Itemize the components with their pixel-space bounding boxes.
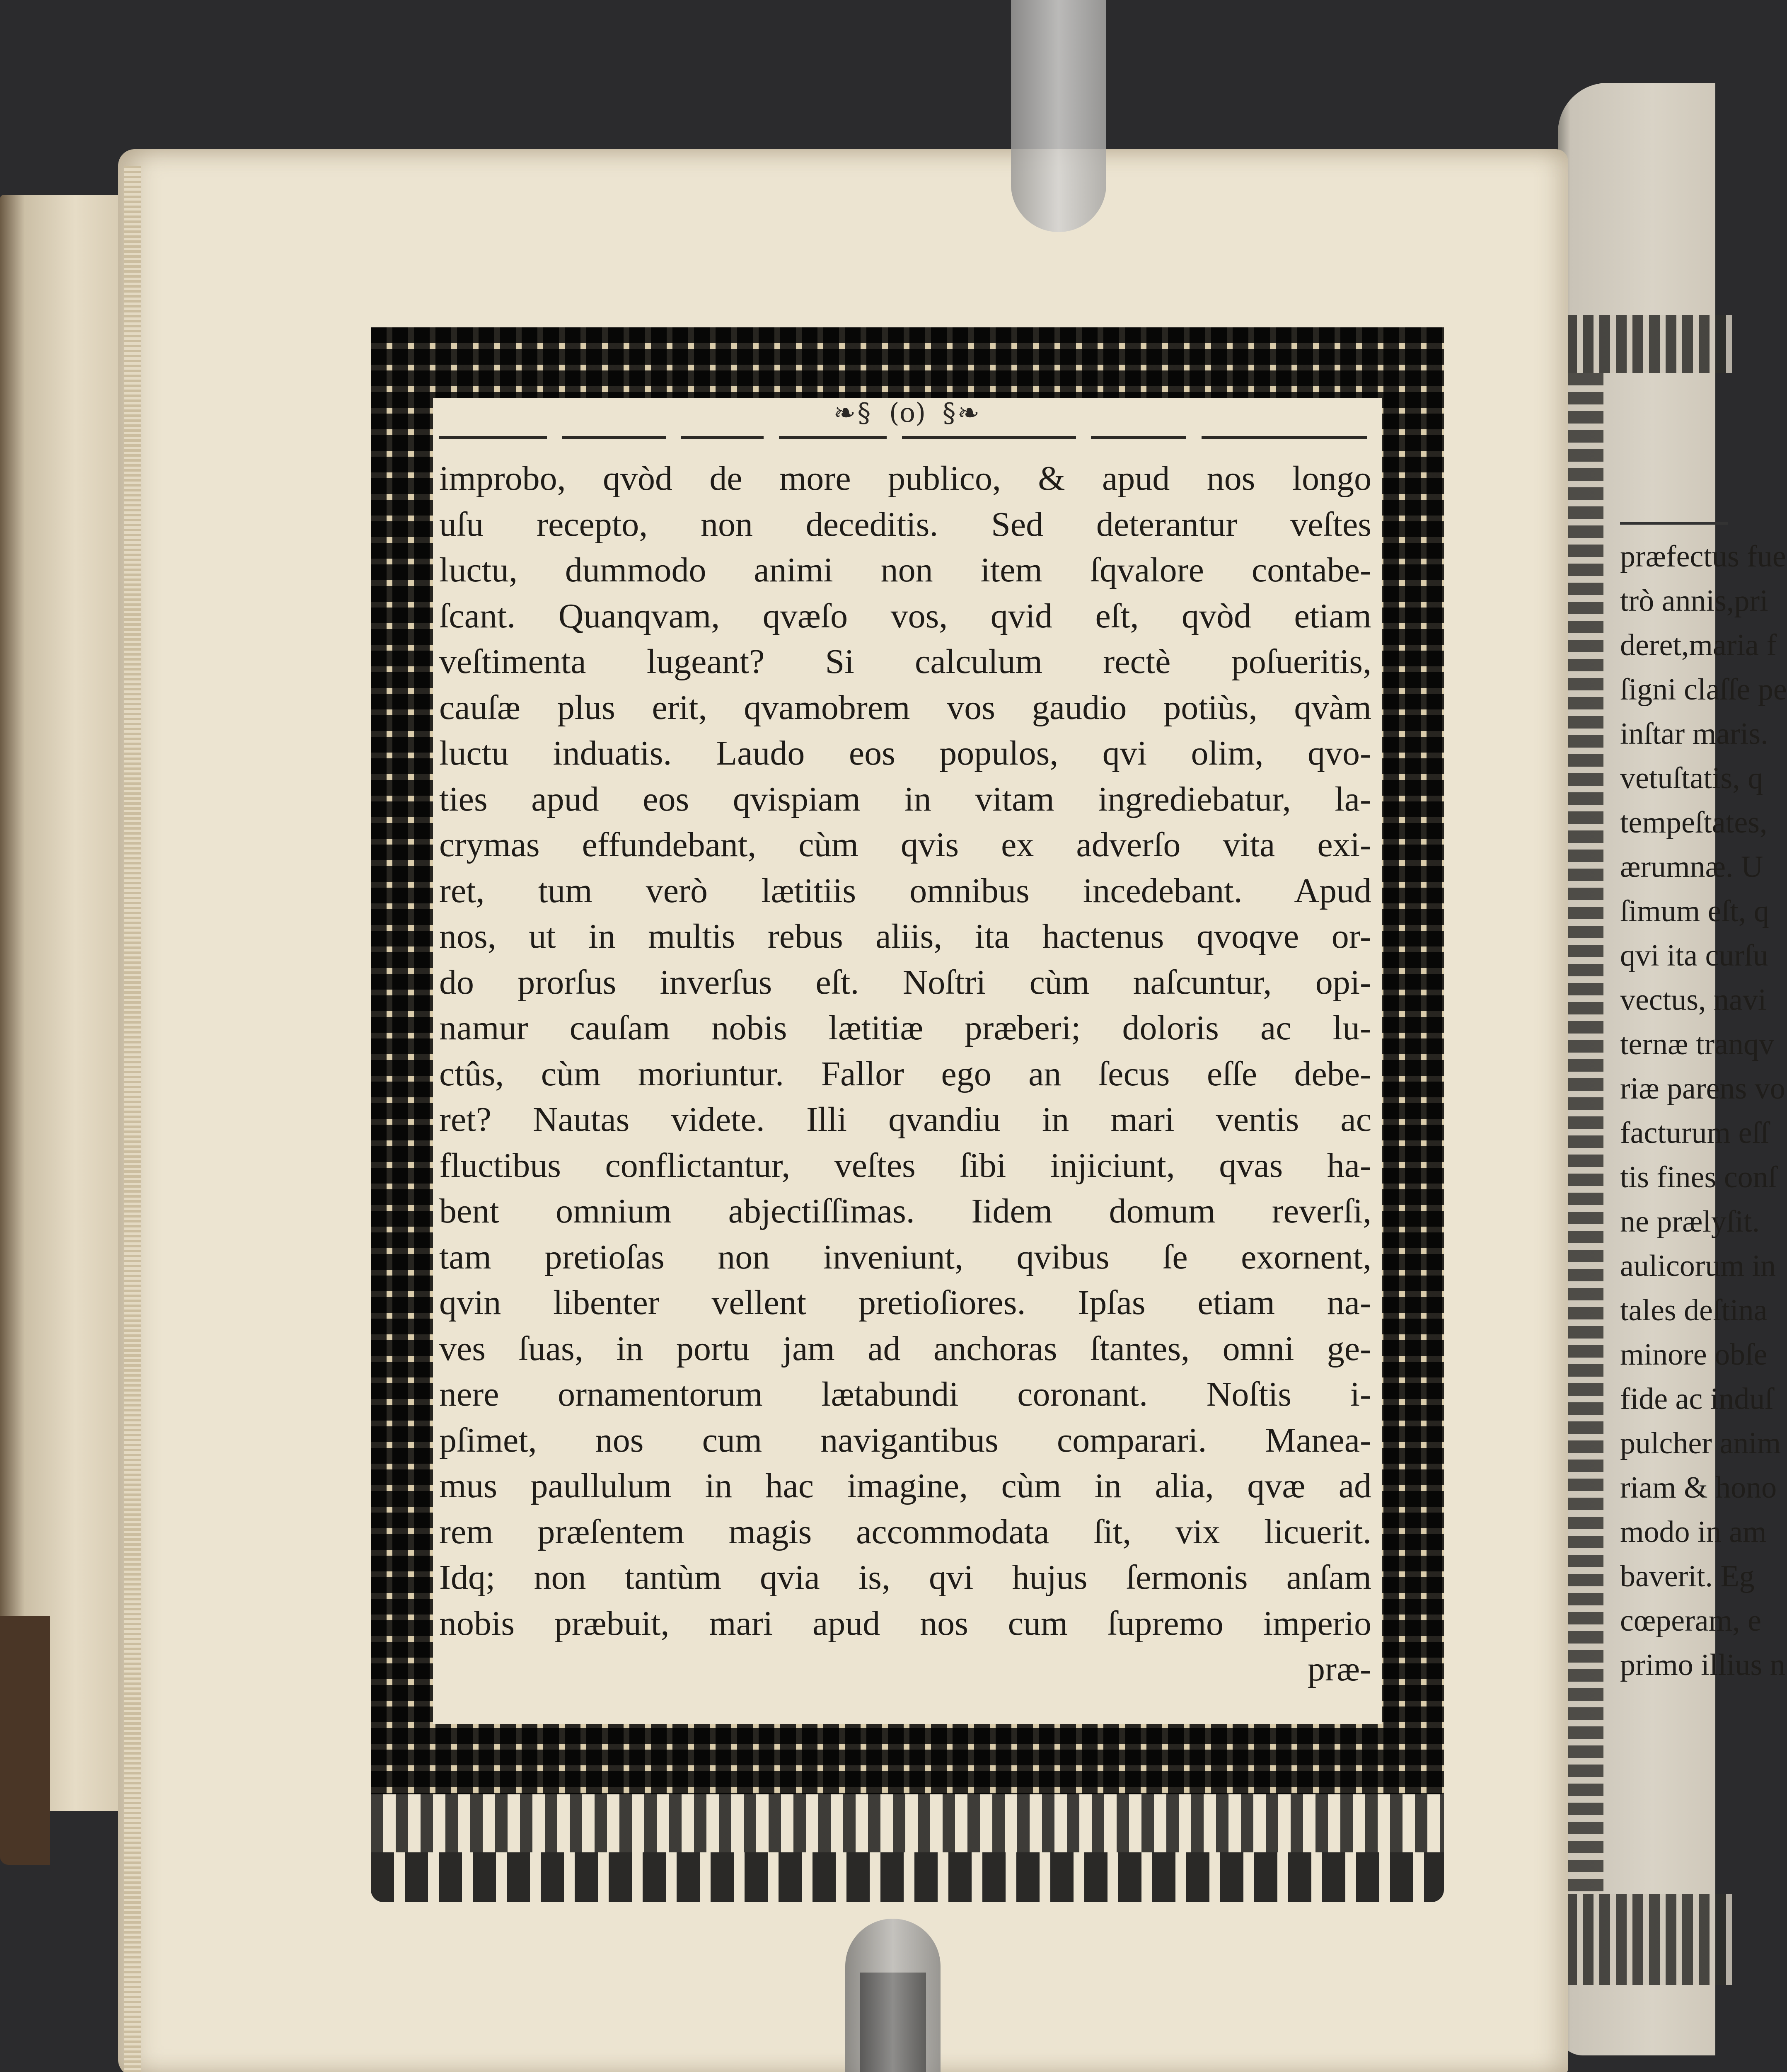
text-line: ret? Nautas videte. Illi qvandiu in mari ventis ac xyxy=(439,1100,1371,1139)
fleuron-right-icon: §❧ xyxy=(942,398,982,428)
right-page-text-line: primo illius n xyxy=(1620,1648,1785,1682)
right-page-text-line: ſimum eſt, q xyxy=(1620,894,1769,928)
right-page-text-line: qvi ita curſu xyxy=(1620,939,1768,973)
right-page-text-line: vetuſtatis, q xyxy=(1620,761,1763,795)
page-edges xyxy=(124,166,141,2072)
text-line: Idq; non tantùm qvia is, qvi hujus ſermonis anſam xyxy=(439,1558,1371,1597)
text-line: nos, ut in multis rebus aliis, ita hactenus qvoqve or- xyxy=(439,917,1371,956)
right-page-text-line: baverit. Eg xyxy=(1620,1559,1755,1593)
right-page-text-line: ſigni claſſe pe xyxy=(1620,673,1787,707)
text-line: bent omnium abjectiſſimas. Iidem domum reverſi, xyxy=(439,1192,1371,1230)
right-page-text-line: tales deſtina xyxy=(1620,1293,1768,1327)
left-page-stack xyxy=(0,195,137,1811)
page-clip-bottom-stem xyxy=(860,1973,926,2072)
right-page-text-line: tis fines conſ xyxy=(1620,1160,1777,1194)
text-line: mus paullulum in hac imagine, cùm in alia, qvæ ad xyxy=(439,1467,1371,1505)
text-line: nobis præbuit, mari apud nos cum ſupremo imperio xyxy=(439,1604,1371,1643)
book-binding xyxy=(0,1616,50,1865)
right-page-text-line: inſtar maris. xyxy=(1620,717,1768,751)
right-page-border-top xyxy=(1566,315,1732,373)
page-number: (o) xyxy=(889,398,926,428)
fleuron-left-icon: ❧§ xyxy=(833,398,873,428)
right-page-text-line: trò annis,pri xyxy=(1620,584,1768,618)
ornamental-border-bottom-scroll xyxy=(371,1794,1444,1852)
right-page-text-line: ærumnæ. U xyxy=(1620,850,1763,884)
text-line: fluctibus conflictantur, veſtes ſibi injiciunt, qvas ha- xyxy=(439,1146,1371,1185)
right-page-border-left xyxy=(1566,373,1603,1894)
right-page-text-line: aulicorum in xyxy=(1620,1249,1776,1283)
text-line: uſu recepto, non deceditis. Sed deterantur veſtes xyxy=(439,505,1371,544)
text-line: do prorſus inverſus eſt. Noſtri cùm naſcuntur, opi- xyxy=(439,963,1371,1002)
right-page-text-line: deret,maria f xyxy=(1620,628,1777,662)
right-page-text-line: modo in am xyxy=(1620,1515,1767,1549)
ornamental-border-bottom-drops xyxy=(371,1852,1444,1902)
text-line: ret, tum verò lætitiis omnibus incedebant. Apud xyxy=(439,871,1371,910)
page-header xyxy=(433,398,1382,428)
text-line: tam pretioſas non inveniunt, qvibus ſe exornent, xyxy=(439,1237,1371,1276)
page-clip-top xyxy=(1011,0,1106,232)
text-line: veſtimenta lugeant? Si calculum rectè poſueritis, xyxy=(439,642,1371,681)
right-page-header-rule xyxy=(1620,522,1728,525)
text-line: rem præſentem magis accommodata ſit, vix licuerit. xyxy=(439,1512,1371,1551)
text-line: luctu, dummodo animi non item ſqvalore contabe- xyxy=(439,551,1371,589)
right-page-text-line: riæ parens vo xyxy=(1620,1072,1785,1106)
right-page-text-line: facturum eſſ xyxy=(1620,1116,1769,1150)
right-page-text-line: ternæ tranqv xyxy=(1620,1027,1774,1061)
right-page-text-line: fide ac induſ xyxy=(1620,1382,1773,1416)
text-line: luctu induatis. Laudo eos populos, qvi olim, qvo- xyxy=(439,734,1371,772)
text-line: ctûs, cùm moriuntur. Fallor ego an ſecus eſſe debe- xyxy=(439,1054,1371,1093)
text-line: ties apud eos qvispiam in vitam ingrediebatur, la- xyxy=(439,779,1371,818)
right-page xyxy=(1558,83,1787,2055)
right-page-border-bottom xyxy=(1566,1894,1732,1985)
right-page-text-line: riam & hono xyxy=(1620,1471,1777,1505)
right-page-text xyxy=(1620,535,1787,1687)
text-line: crymas effundebant, cùm qvis ex adverſo vita exi- xyxy=(439,825,1371,864)
body-text xyxy=(439,456,1371,1692)
text-line: namur cauſam nobis lætitiæ præberi; doloris ac lu- xyxy=(439,1009,1371,1047)
text-line: qvin libenter vellent pretioſiores. Ipſas etiam na- xyxy=(439,1283,1371,1322)
right-page-text-line: vectus, navi xyxy=(1620,983,1767,1017)
right-page-text-line: ne prælуſit. xyxy=(1620,1205,1760,1239)
text-line: improbo, qvòd de more publico, & apud nos longo xyxy=(439,459,1371,498)
right-page-text-line: tempeſtates, xyxy=(1620,806,1768,840)
right-page-text-line: cœperam, e xyxy=(1620,1604,1762,1638)
text-line: cauſæ plus erit, qvamobrem vos gaudio potiùs, qvàm xyxy=(439,688,1371,727)
text-line: nere ornamentorum lætabundi coronant. Noſtis i- xyxy=(439,1375,1371,1414)
right-page-text-line: pulcher anim xyxy=(1620,1426,1781,1460)
right-page-text-line: præfectus fue xyxy=(1620,540,1786,574)
text-line: ves ſuas, in portu jam ad anchoras ſtantes, omni ge- xyxy=(439,1329,1371,1368)
text-line: ſcant. Quanqvam, qvæſo vos, qvid eſt, qvòd etiam xyxy=(439,596,1371,635)
header-rule xyxy=(439,436,1367,440)
text-line: pſimet, nos cum navigantibus comparari. Manea- xyxy=(439,1421,1371,1460)
text-line: præ- xyxy=(1308,1650,1371,1688)
right-page-text-line: minore obſe xyxy=(1620,1338,1768,1372)
